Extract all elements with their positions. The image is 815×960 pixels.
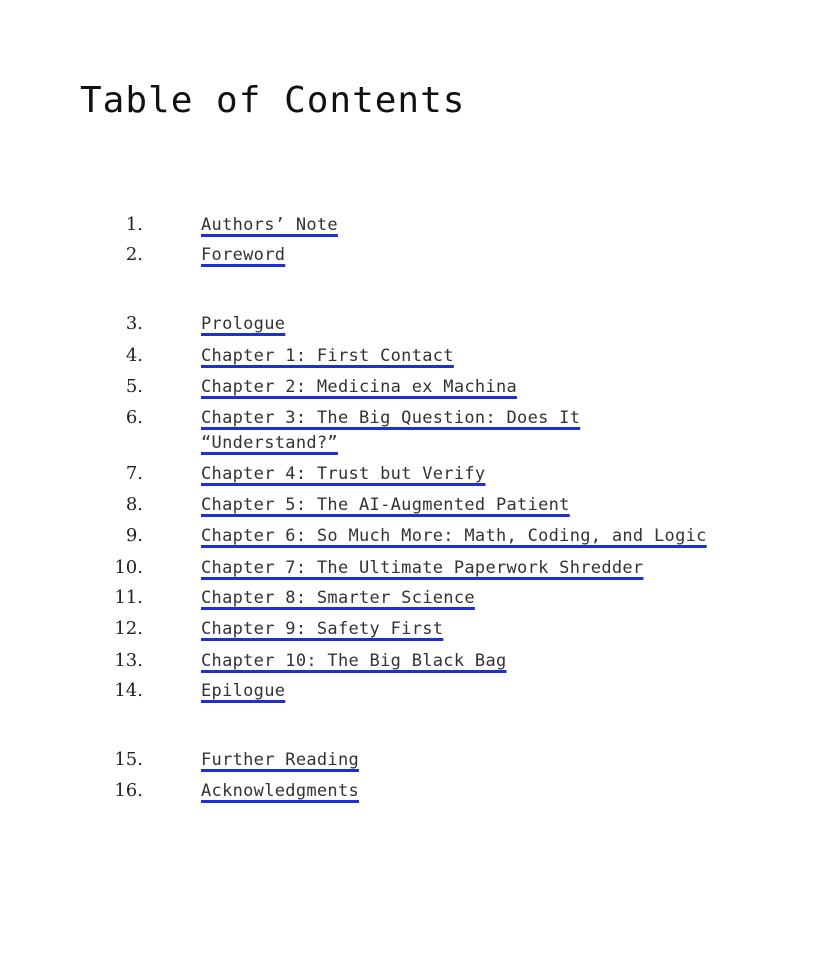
toc-link-chapter-4[interactable]: Chapter 4: Trust but Verify <box>201 464 486 484</box>
page-title: Table of Contents <box>80 80 466 121</box>
toc-link-chapter-3[interactable]: Chapter 3: The Big Question: Does It “Understand?” <box>201 408 581 453</box>
toc-entry <box>0 375 815 399</box>
toc-entry <box>0 649 815 673</box>
toc-entry <box>0 243 815 267</box>
toc-entry <box>0 586 815 610</box>
toc-entry <box>0 406 815 456</box>
toc-entry-number: 16. <box>114 780 143 801</box>
toc-link-foreword[interactable]: Foreword <box>201 245 286 265</box>
toc-link-epilogue[interactable]: Epilogue <box>201 681 286 701</box>
toc-entry <box>0 748 815 772</box>
toc-entry-number: 9. <box>125 525 143 546</box>
toc-entry-number: 14. <box>114 680 143 701</box>
toc-link-chapter-2[interactable]: Chapter 2: Medicina ex Machina <box>201 377 518 397</box>
toc-entry <box>0 524 815 548</box>
toc-entry-number: 5. <box>125 376 143 397</box>
toc-entry <box>0 679 815 703</box>
toc-link-chapter-8[interactable]: Chapter 8: Smarter Science <box>201 588 475 608</box>
toc-link-further-reading[interactable]: Further Reading <box>201 750 360 770</box>
toc-entry <box>0 213 815 237</box>
toc-link-chapter-9[interactable]: Chapter 9: Safety First <box>201 619 444 639</box>
toc-entry <box>0 344 815 368</box>
toc-entry <box>0 462 815 486</box>
toc-entry-number: 6. <box>125 407 143 428</box>
toc-entry-number: 12. <box>114 618 143 639</box>
toc-entry <box>0 493 815 517</box>
toc-entry-number: 8. <box>125 494 143 515</box>
toc-link-chapter-1[interactable]: Chapter 1: First Contact <box>201 346 454 366</box>
toc-entry <box>0 779 815 803</box>
toc-entry-number: 15. <box>114 749 143 770</box>
toc-link-prologue[interactable]: Prologue <box>201 314 286 334</box>
toc-entry <box>0 556 815 580</box>
toc-entry <box>0 617 815 641</box>
toc-link-authors-note[interactable]: Authors’ Note <box>201 215 338 235</box>
toc-entry-number: 3. <box>125 313 143 334</box>
toc-link-chapter-10[interactable]: Chapter 10: The Big Black Bag <box>201 651 507 671</box>
toc-link-acknowledgments[interactable]: Acknowledgments <box>201 781 360 801</box>
toc-entry-number: 13. <box>114 650 143 671</box>
toc-entry-number: 11. <box>114 587 143 608</box>
toc-entry <box>0 312 815 336</box>
toc-link-chapter-6[interactable]: Chapter 6: So Much More: Math, Coding, and Logic <box>201 526 707 546</box>
toc-entry-number: 7. <box>125 463 143 484</box>
toc-entry-number: 1. <box>125 214 143 235</box>
toc-entry-number: 2. <box>125 244 143 265</box>
toc-link-chapter-7[interactable]: Chapter 7: The Ultimate Paperwork Shredder <box>201 558 644 578</box>
toc-entry-number: 4. <box>125 345 143 366</box>
toc-link-chapter-5[interactable]: Chapter 5: The AI-Augmented Patient <box>201 495 570 515</box>
toc-entry-number: 10. <box>114 557 143 578</box>
